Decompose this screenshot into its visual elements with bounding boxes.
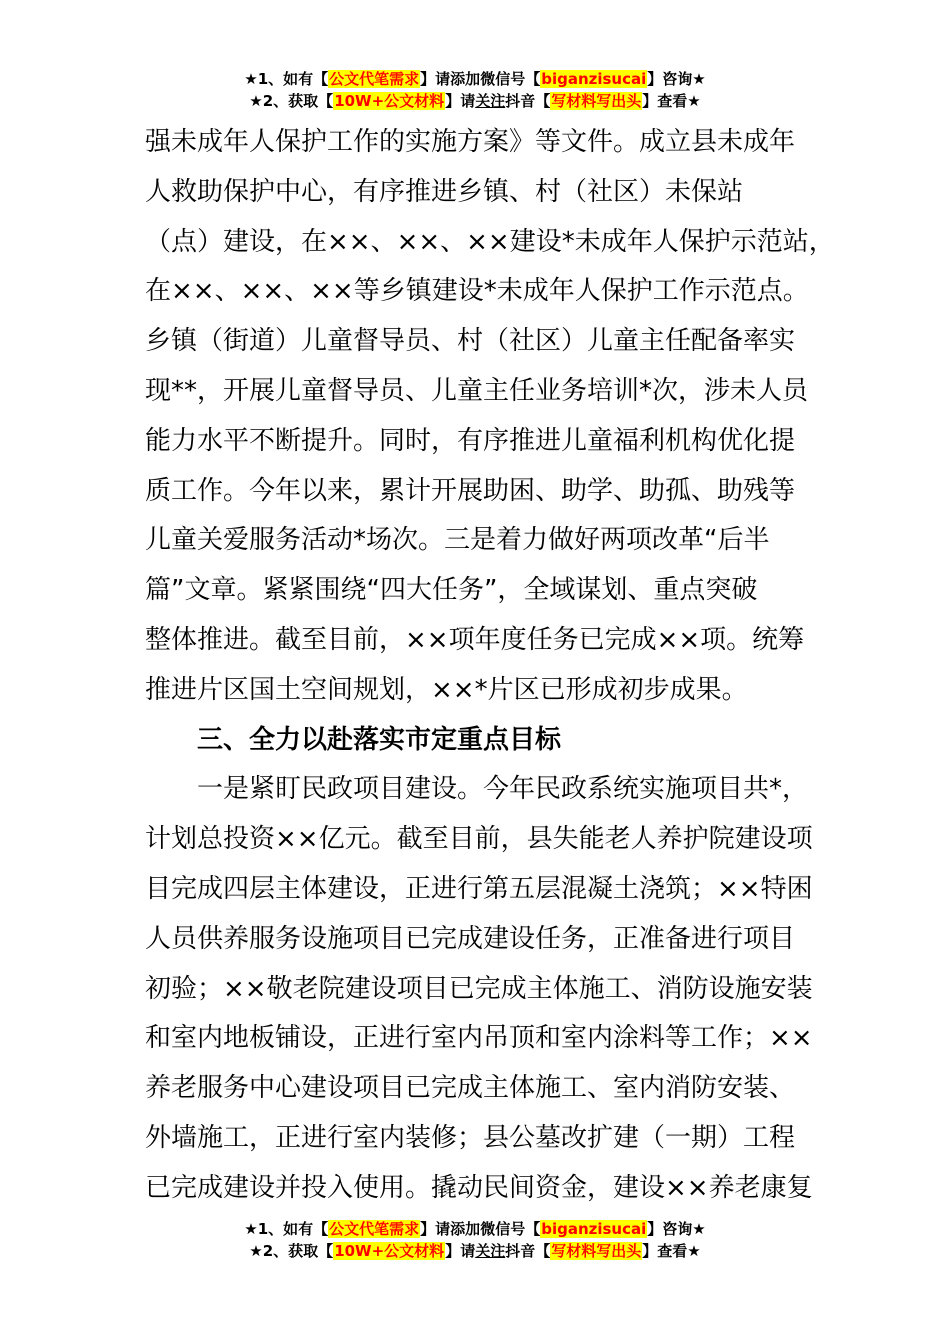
body-line: 能力水平不断提升。同时，有序推进儿童福利机构优化提 [145, 425, 796, 456]
banner-text: 】请添加 [420, 1220, 481, 1238]
header-banner [0, 68, 950, 112]
body-line: 强未成年人保护工作的实施方案》等文件。成立县未成年 [145, 127, 796, 157]
section-line: 初验；××敬老院建设项目已完成主体施工、消防设施安装 [145, 973, 813, 1004]
banner-text: 】请添加 [420, 70, 481, 88]
banner-text: 】咨询★ [647, 70, 706, 88]
banner-text: 】咨询★ [647, 1220, 706, 1238]
banner-emphasis: 关注 [475, 1242, 506, 1260]
banner-highlight-wechat-id: biganzisucai [541, 1220, 647, 1238]
banner-text: 抖音【 [505, 92, 551, 110]
banner-text: 微信号【 [480, 1220, 541, 1238]
section-line: 已完成建设并投入使用。撬动民间资金，建设××养老康复 [145, 1172, 813, 1203]
body-line: 整体推进。截至目前，××项年度任务已完成××项。统筹 [145, 624, 805, 655]
section-heading: 三、全力以赴落实市定重点目标 [197, 724, 562, 755]
section-line: 外墙施工，正进行室内装修；县公墓改扩建（一期）工程 [145, 1122, 796, 1153]
section-line: 和室内地板铺设，正进行室内吊顶和室内涂料等工作；×× [145, 1023, 813, 1054]
banner-text: 】请 [445, 1242, 476, 1260]
banner-highlight-douyin: 写材料写出头 [551, 1242, 642, 1260]
body-line: 现**，开展儿童督导员、儿童主任业务培训*次，涉未人员 [145, 375, 809, 406]
section-line: 人员供养服务设施项目已完成建设任务，正准备进行项目 [145, 923, 796, 954]
banner-text: 】查看★ [642, 1242, 701, 1260]
section-line: 计划总投资××亿元。截至目前，县失能老人养护院建设项 [145, 824, 813, 855]
body-line: 儿童关爱服务活动*场次。三是着力做好两项改革“后半 [145, 525, 770, 556]
banner-text: 抖音【 [505, 1242, 551, 1260]
body-line: 篇”文章。紧紧围绕“四大任务”，全域谋划、重点突破 [145, 575, 758, 606]
banner-text: 微信号【 [480, 70, 541, 88]
banner-text: ★1、如有【 [244, 1220, 329, 1238]
banner-highlight-service: 公文代笔需求 [329, 70, 420, 88]
section-line: 养老服务中心建设项目已完成主体施工、室内消防安装、 [145, 1073, 796, 1104]
banner-text: ★1、如有【 [244, 70, 329, 88]
body-line: 质工作。今年以来，累计开展助困、助学、助孤、助残等 [145, 475, 796, 506]
banner-highlight-douyin: 写材料写出头 [551, 92, 642, 110]
banner-text: ★2、获取【 [249, 92, 334, 110]
section-line: 一是紧盯民政项目建设。今年民政系统实施项目共*， [197, 774, 809, 805]
banner-line-1 [0, 68, 950, 90]
footer-banner [0, 1218, 950, 1262]
banner-line-1 [0, 1218, 950, 1240]
body-line: 推进片区国土空间规划，××*片区已形成初步成果。 [145, 674, 748, 705]
banner-highlight-materials: 10W+公文材料 [334, 92, 445, 110]
banner-highlight-service: 公文代笔需求 [329, 1220, 420, 1238]
body-line: 人救助保护中心，有序推进乡镇、村（社区）未保站 [145, 176, 744, 207]
banner-line-2 [0, 90, 950, 112]
banner-line-2 [0, 1240, 950, 1262]
body-line: 在××、××、××等乡镇建设*未成年人保护工作示范点。 [145, 276, 809, 307]
banner-emphasis: 关注 [475, 92, 506, 110]
body-line: 乡镇（街道）儿童督导员、村（社区）儿童主任配备率实 [145, 326, 796, 357]
banner-text: ★2、获取【 [249, 1242, 334, 1260]
section-line: 目完成四层主体建设，正进行第五层混凝土浇筑；××特困 [145, 873, 813, 904]
body-line: （点）建设，在××、××、××建设*未成年人保护示范站， [145, 226, 835, 257]
document-body [145, 118, 835, 1214]
banner-text: 】查看★ [642, 92, 701, 110]
banner-highlight-wechat-id: biganzisucai [541, 70, 647, 88]
banner-text: 】请 [445, 92, 476, 110]
banner-highlight-materials: 10W+公文材料 [334, 1242, 445, 1260]
